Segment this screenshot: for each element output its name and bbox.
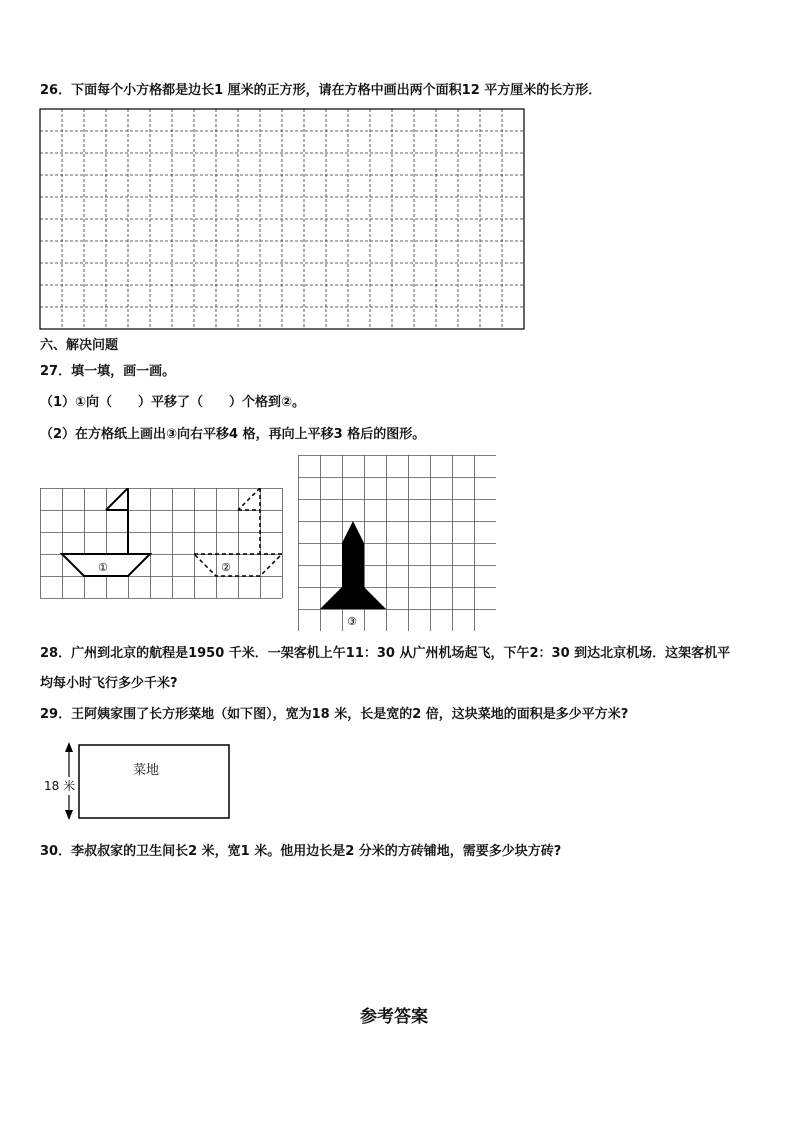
q27-text: 27．填一填，画一画。 xyxy=(40,364,176,379)
label-3: ③ xyxy=(347,615,357,628)
q28-line1: 28．广州到北京的航程是1950 千米．一架客机上午11：30 从广州机场起飞，下午2：30 到达北京机场．这架客机平 xyxy=(40,646,731,661)
q27-part1: （1）①向（ ）平移了（ ）个格到②。 xyxy=(40,395,306,410)
q29-text: 29．王阿姨家围了长方形菜地（如下图），宽为18 米，长是宽的2 倍，这块菜地的面积是多少平方米? xyxy=(40,707,629,722)
q26-text: 26．下面每个小方格都是边长1 厘米的正方形，请在方格中画出两个面积12 平方厘米的长方形． xyxy=(40,83,602,98)
rocket-figure xyxy=(320,521,386,609)
label-2: ② xyxy=(221,561,231,574)
q29-width-label: 18 米 xyxy=(44,779,76,793)
q28-line2: 均每小时飞行多少千米? xyxy=(40,676,178,691)
label-1: ① xyxy=(98,561,108,574)
q30-text: 30．李叔叔家的卫生间长2 米，宽1 米。他用边长是2 分米的方砖铺地，需要多少块方砖? xyxy=(40,844,562,859)
q27-part2: （2）在方格纸上画出③向右平移4 格，再向上平移3 格后的图形。 xyxy=(40,427,426,442)
q27-boat-grid xyxy=(40,488,284,600)
q29-field-label: 菜地 xyxy=(133,763,160,778)
q27-rocket-grid xyxy=(298,455,496,631)
q26-grid xyxy=(39,108,529,332)
boat-2-figure xyxy=(194,488,282,576)
section6-heading: 六、解决问题 xyxy=(40,338,119,353)
answer-title: 参考答案 xyxy=(360,1007,428,1027)
